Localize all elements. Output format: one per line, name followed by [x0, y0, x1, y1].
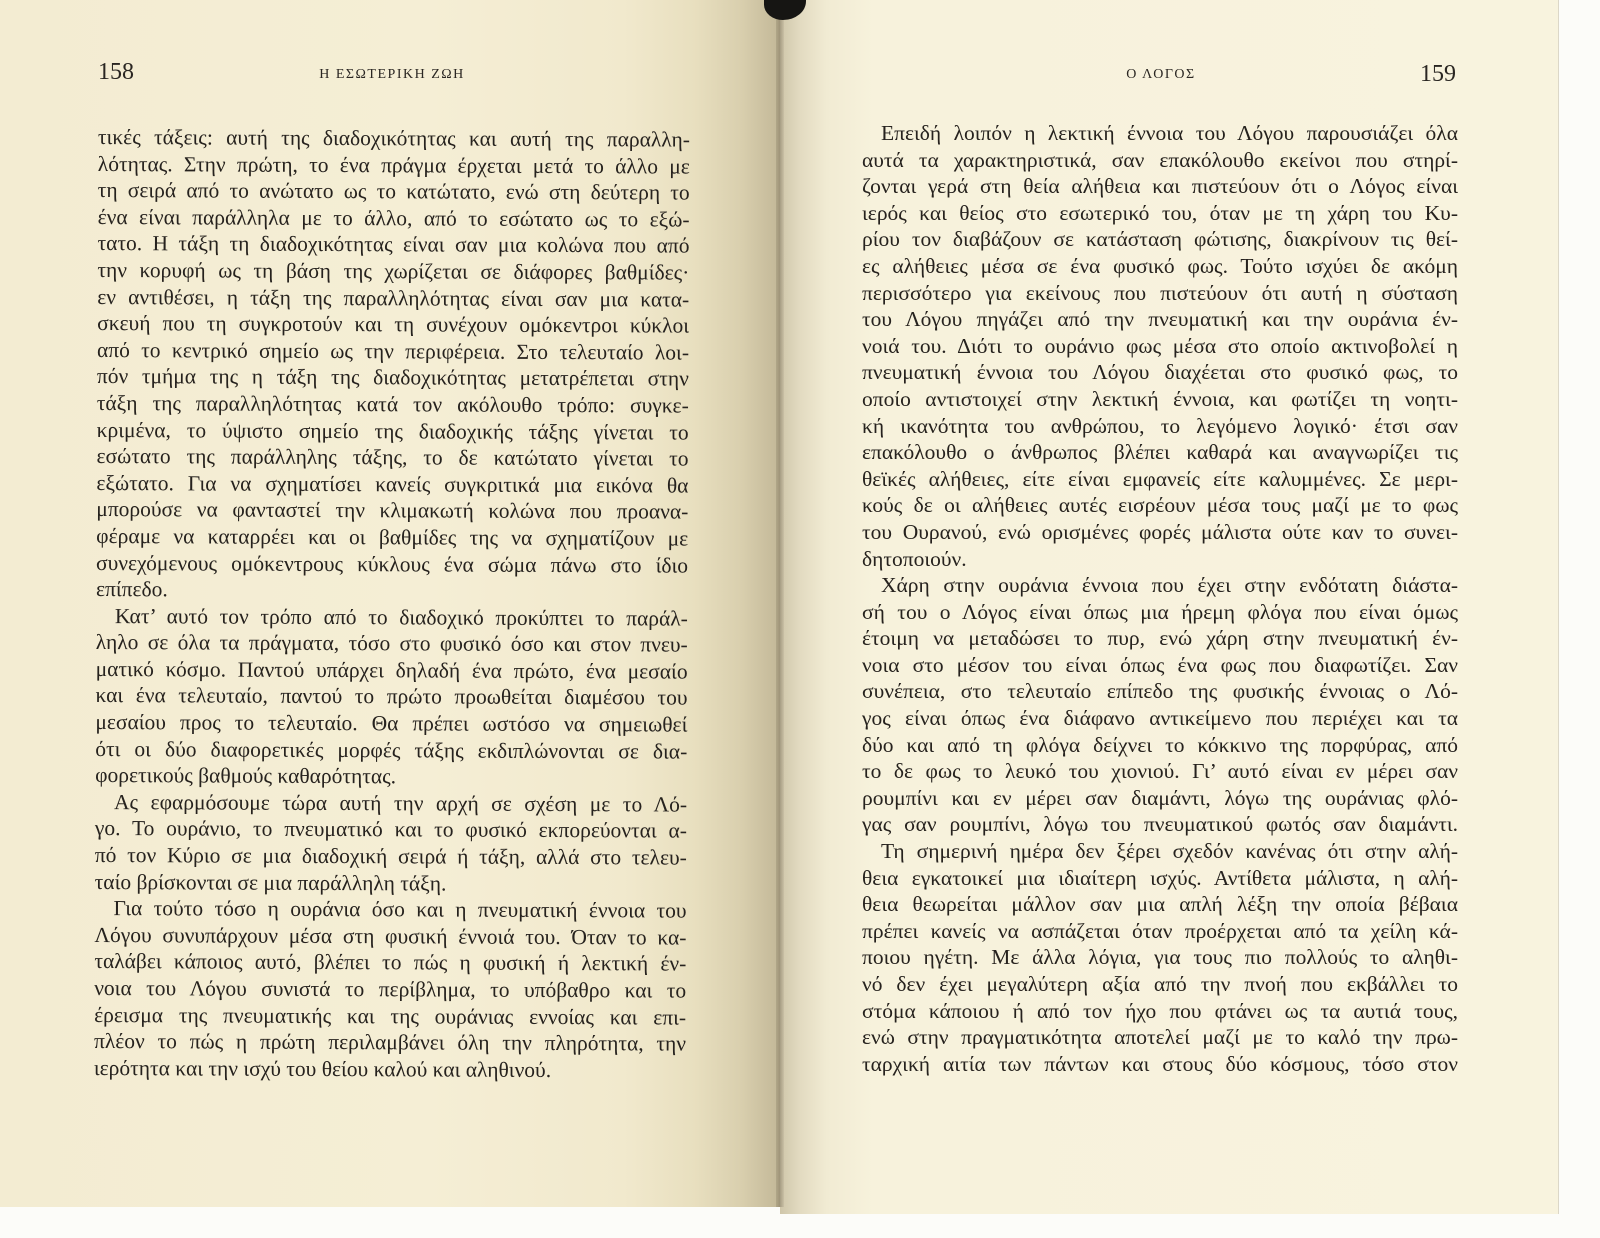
body-text-line: στόμα κάποιου ή από τον ήχο που φτάνει ως τα αυτιά τους, — [862, 998, 1458, 1023]
body-text-line: ενώ στην πραγματικότητα αποτελεί μαζί με το καλό την πρω- — [862, 1025, 1458, 1050]
body-text-line: πό τον Κύριο σε μια διαδοχική σειρά ή τάξη, αλλά στο τελευ- — [94, 843, 687, 870]
body-text-line: γας σαν ρουμπίνι, λόγω του πνευματικού φωτός σαν διαμάντι. — [862, 812, 1458, 837]
body-text-line: αυτά τα χαρακτηριστικά, σαν επακόλουθο εκείνοι που στηρί- — [862, 147, 1458, 172]
body-text-line: το δε φως το λευκό του χιονιού. Γι’ αυτό είναι εν μέρει σαν — [862, 759, 1458, 784]
body-text-line: ένα είναι παράλληλα με το άλλο, από το εσώτατο ως το εξώ- — [97, 204, 690, 232]
body-text-line: θεια θεωρείται μάλλον σαν μια απλή λέξη την οποία βέβαια — [862, 892, 1458, 917]
page-number: 159 — [1420, 61, 1456, 87]
body-text-line: πόν τμήμα της η τάξη της διαδοχικότητας μετατρέπεται στην — [96, 364, 689, 391]
body-text-line: θεια εγκατοικεί μια ιδιαίτερη ισχύς. Αντίθετα μάλιστα, η αλή- — [862, 865, 1458, 890]
body-text-line: οποίο αντιστοιχεί στην λεκτική έννοια, και φωτίζει τη νοητι- — [862, 386, 1458, 411]
body-text-line: νοιά του. Διότι το ουράνιο φως μέσα στο οποίο ακτινοβολεί η — [862, 333, 1458, 358]
body-text-line: κή ικανότητα του ανθρώπου, το λεγόμενο λογικό· έτσι σαν — [862, 413, 1458, 438]
body-text-line: τη σειρά από το ανώτατο ως το κατώτατο, ενώ στη δεύτερη το — [97, 178, 690, 205]
body-text-line: τάξη της παραλληλότητας κατά τον ακόλουθο τρόπο: συγκε- — [96, 390, 689, 418]
body-text — [862, 120, 1458, 1077]
body-text-line: ρίου τον διαβάζουν σε κατάσταση φώτισης, διακρίνουν τις θεί- — [862, 227, 1458, 252]
body-text-line: ταλάβει κάποιος αυτό, βλέπει το πώς η φυσική ή λεκτική έν- — [94, 949, 687, 976]
page-number: 158 — [98, 59, 134, 85]
body-text-line: του Λόγου πηγάζει από την πνευματική και την ουράνια έν- — [862, 307, 1458, 332]
body-text-line: σή του ο Λόγος είναι όπως μια ήρεμη φλόγα που είναι όμως — [862, 599, 1458, 624]
running-head: Η ΕΣΩΤΕΡΙΚΗ ΖΩΗ — [319, 67, 465, 82]
body-text-line: νό δεν έχει μεγαλύτερη αξία από την πνοή που εκβάλλει το — [862, 972, 1458, 996]
body-text-line: επακόλουθο ο άνθρωπος βλέπει καθαρά και αναγνωρίζει τις — [862, 440, 1458, 465]
body-text-line: εσώτατο της παράλληλης τάξης, το δε κατώτατο γίνεται το — [96, 444, 689, 471]
body-text-line: τατο. Η τάξη τη διαδοχικότητας είναι σαν μια κολώνα που από — [97, 231, 690, 258]
right-page — [780, 0, 1559, 1214]
body-text-line: συνέπεια, στο τελευταίο επίπεδο της φυσικής έννοιας ο Λό- — [862, 679, 1458, 704]
body-text-line: εξώτατο. Για να σχηματίσει κανείς συγκριτικά μια εικόνα θα — [96, 470, 689, 498]
body-text-line: έτοιμη να μεταδώσει το πυρ, ενώ χάρη στην πνευματική έν- — [862, 626, 1458, 651]
body-text-line: επίπεδο. — [95, 577, 168, 602]
body-text-line: ποιου ηγέτη. Με άλλα λόγια, για τους πιο πολλούς το αληθι- — [862, 945, 1458, 970]
body-text-line: Για τούτο τόσο η ουράνια όσο και η πνευματική έννοια του — [113, 896, 687, 923]
body-text-line: νοια του Λόγου συνιστά το περίβλημα, το υπόβαθρο και το — [94, 975, 687, 1003]
body-text-line: γο. Το ουράνιο, το πνευματικό και το φυσικό εκπορεύονται α- — [94, 816, 687, 844]
running-head: Ο ΛΟΓΟΣ — [1126, 67, 1196, 82]
gutter-shadow — [776, 0, 784, 1207]
body-text-line: ματικό κόσμο. Παντού υπάρχει δηλαδή ένα πρώτο, ένα μεσαίο — [95, 656, 688, 684]
body-text-line: μεσαίου προς το τελευταίο. Θα πρέπει ωστόσο να σημειωθεί — [95, 710, 688, 737]
body-text-line: κούς δε οι αλήθειες αυτές εισρέουν μέσα τους μαζί με το φως — [862, 493, 1458, 518]
left-page — [0, 0, 780, 1207]
body-text-line: πνευματική έννοια του Λόγου διαχέεται στο φυσικό φως, το — [862, 360, 1458, 385]
body-text-line: ότι οι δύο διαφορετικές μορφές τάξης εκδιπλώνονται σε δια- — [95, 736, 688, 764]
body-text-line: από το κεντρικό σημείο ως την περιφέρεια. Στο τελευταίο λοι- — [96, 337, 690, 365]
body-text-line: Τη σημερινή ημέρα δεν ξέρει σχεδόν κανένας ότι στην αλή- — [881, 839, 1458, 864]
body-text-line: δύο και από τη φλόγα δείχνει το κόκκινο της πορφύρας, από — [862, 732, 1458, 757]
body-text-line: του Ουρανού, ενώ ορισμένες φορές μάλιστα ούτε καν το συνει- — [862, 519, 1458, 544]
body-text-line: περισσότερο για εκείνους που πιστεύουν ότι αυτή η σύσταση — [862, 280, 1458, 305]
body-text-line: ιερός και θείος στο εσωτερικό του, όταν με τη χάρη του Κυ- — [862, 200, 1458, 225]
body-text-line: συνεχόμενους ομόκεντρους κύκλους ένα σώμα πάνω στο ίδιο — [96, 550, 689, 578]
body-text-line: μπορούσε να φανταστεί την κλιμακωτή κολώνα που προανα- — [96, 497, 689, 524]
body-text-line: λότητας. Στην πρώτη, το ένα πράγμα έρχεται μετά το άλλο με — [97, 151, 690, 179]
body-text-line: ταίο βρίσκονται σε μια παράλληλη τάξη. — [94, 869, 447, 896]
body-text-line: ζονται γερά στη θεία αλήθεια και πιστεύουν ότι ο Λόγος είναι — [862, 174, 1458, 199]
body-text-line: πρέπει κανείς να ασπάζεται όταν προέρχεται από τα χείλη κά- — [862, 918, 1458, 943]
body-text-line: Ας εφαρμόσουμε τώρα αυτή την αρχή σε σχέση με το Λό- — [113, 789, 688, 817]
body-text-line: φορετικούς βαθμούς καθαρότητας. — [95, 763, 397, 789]
body-text-line: θεϊκές αλήθειες, είτε είναι εμφανείς είτε καλυμμένες. Σε μερι- — [862, 466, 1458, 491]
body-text-line: νοια στο μέσον του είναι όπως ένα φως που διαφωτίζει. Σαν — [862, 652, 1458, 677]
body-text-line: Κατ’ αυτό τον τρόπο από το διαδοχικό προκύπτει το παράλ- — [114, 603, 688, 631]
body-text-line: Χάρη στην ουράνια έννοια που έχει στην ενδότατη διάστα- — [881, 573, 1458, 598]
body-text-line: την κορυφή ως τη βάση της χωρίζεται σε διάφορες βαθμίδες· — [97, 257, 690, 285]
body-text-line: Λόγου συνυπάρχουν μέσα στη φυσική έννοιά του. Όταν το κα- — [94, 922, 687, 950]
body-text-line: Επειδή λοιπόν η λεκτική έννοια του Λόγου παρουσιάζει όλα — [881, 121, 1458, 145]
body-text-line: έρεισμα της πνευματικής και της ουράνιας εννοίας και επι- — [94, 1002, 687, 1030]
body-text-line: εν αντιθέσει, η τάξη της παραλληλότητας είναι σαν μια κατα- — [97, 284, 690, 312]
body-text-line: ες αλήθειες μέσα σε ένα φυσικό φως. Τούτο ισχύει δε ακόμη — [862, 253, 1458, 278]
body-text — [94, 124, 690, 1084]
body-text-line: φέραμε να καταρρέει και οι βαθμίδες της να σχηματίζουν με — [96, 523, 689, 551]
body-text-line: δητοποιούν. — [862, 546, 967, 571]
body-text-line: ταρχική αιτία των πάντων και στους δύο κόσμους, τόσο στον — [862, 1051, 1458, 1076]
body-text-line: ρουμπίνι και εν μέρει σαν διαμάντι, λόγω της ουράνιας φλό- — [862, 785, 1458, 810]
body-text-line: πλέον το πώς η πρώτη περιλαμβάνει όλη την πληρότητα, την — [93, 1029, 687, 1056]
body-text-line: ληλο σε όλα τα πράγματα, τόσο στο φυσικό όσο και στον πνευ- — [95, 630, 688, 657]
body-text-line: κριμένα, το ύψιστο σημείο της διαδοχικής τάξης γίνεται το — [96, 417, 689, 445]
body-text-line: τικές τάξεις: αυτή της διαδοχικότητας και αυτή της παραλλη- — [97, 124, 690, 152]
body-text-line: ιερότητα και την ισχύ του θείου καλού και αληθινού. — [93, 1055, 552, 1082]
body-text-line: σκευή που τη συγκροτούν και τη συνέχουν ομόκεντροι κύκλοι — [97, 311, 690, 338]
body-text-line: και ένα τελευταίο, παντού το πρώτο προωθείται διαμέσου του — [95, 683, 688, 711]
body-text-line: γος είναι όπως ένα διάφανο αντικείμενο που περιέχει και τα — [862, 706, 1458, 731]
